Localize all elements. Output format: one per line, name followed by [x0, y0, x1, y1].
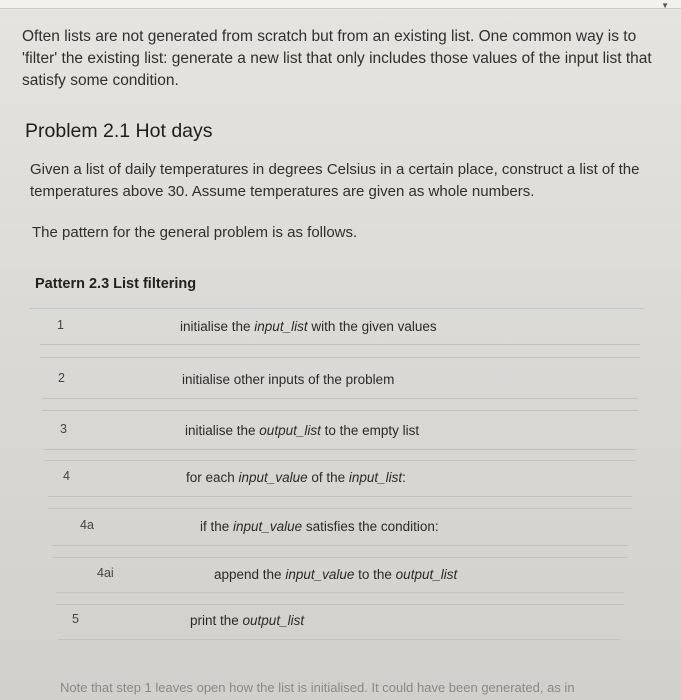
step-text: print the output_list — [190, 613, 305, 628]
row-rule — [44, 449, 636, 450]
step-text: append the input_value to the output_list — [214, 567, 458, 582]
row-rule — [52, 545, 628, 546]
step-text: initialise the output_list to the empty list — [185, 423, 420, 438]
step-number: 3 — [60, 422, 67, 436]
row-rule — [40, 357, 640, 358]
intro-paragraph: Often lists are not generated from scratch but from an existing list. One common way is to 'filter' the existing list: generate a new list that only includes those values of the input list that satisfy some condition. — [22, 28, 652, 89]
row-rule — [58, 639, 620, 640]
step-number: 1 — [57, 318, 64, 332]
row-rule — [42, 398, 638, 399]
corner-mark-icon: ▼ — [661, 1, 669, 10]
row-rule — [44, 460, 636, 461]
row-rule — [48, 496, 632, 497]
top-border — [0, 0, 681, 9]
row-rule — [56, 592, 624, 593]
row-rule — [52, 557, 628, 558]
step-number: 5 — [72, 612, 79, 626]
pattern-title: Pattern 2.3 List filtering — [35, 276, 197, 292]
step-text: initialise the input_list with the given values — [180, 319, 437, 334]
step-number: 2 — [58, 371, 65, 385]
step-text: for each input_value of the input_list: — [186, 470, 406, 485]
step-text: if the input_value satisfies the condition: — [200, 519, 439, 534]
pattern-lead: The pattern for the general problem is as follows. — [32, 224, 358, 241]
step-number: 4a — [80, 518, 94, 532]
step-number: 4ai — [97, 566, 114, 580]
pattern-top-rule — [30, 308, 644, 309]
row-rule — [42, 410, 638, 411]
step-number: 4 — [63, 469, 70, 483]
row-rule — [40, 344, 640, 345]
row-rule — [56, 604, 624, 605]
note-text: Note that step 1 leaves open how the list is initialised. It could have been generated, as in — [60, 680, 575, 695]
problem-body: Given a list of daily temperatures in degrees Celsius in a certain place, construct a list of the temperatures above 30. Assume temperatures are given as whole numbers. — [30, 161, 640, 200]
step-text: initialise other inputs of the problem — [182, 372, 395, 387]
row-rule — [48, 508, 632, 509]
problem-title: Problem 2.1 Hot days — [25, 120, 213, 142]
